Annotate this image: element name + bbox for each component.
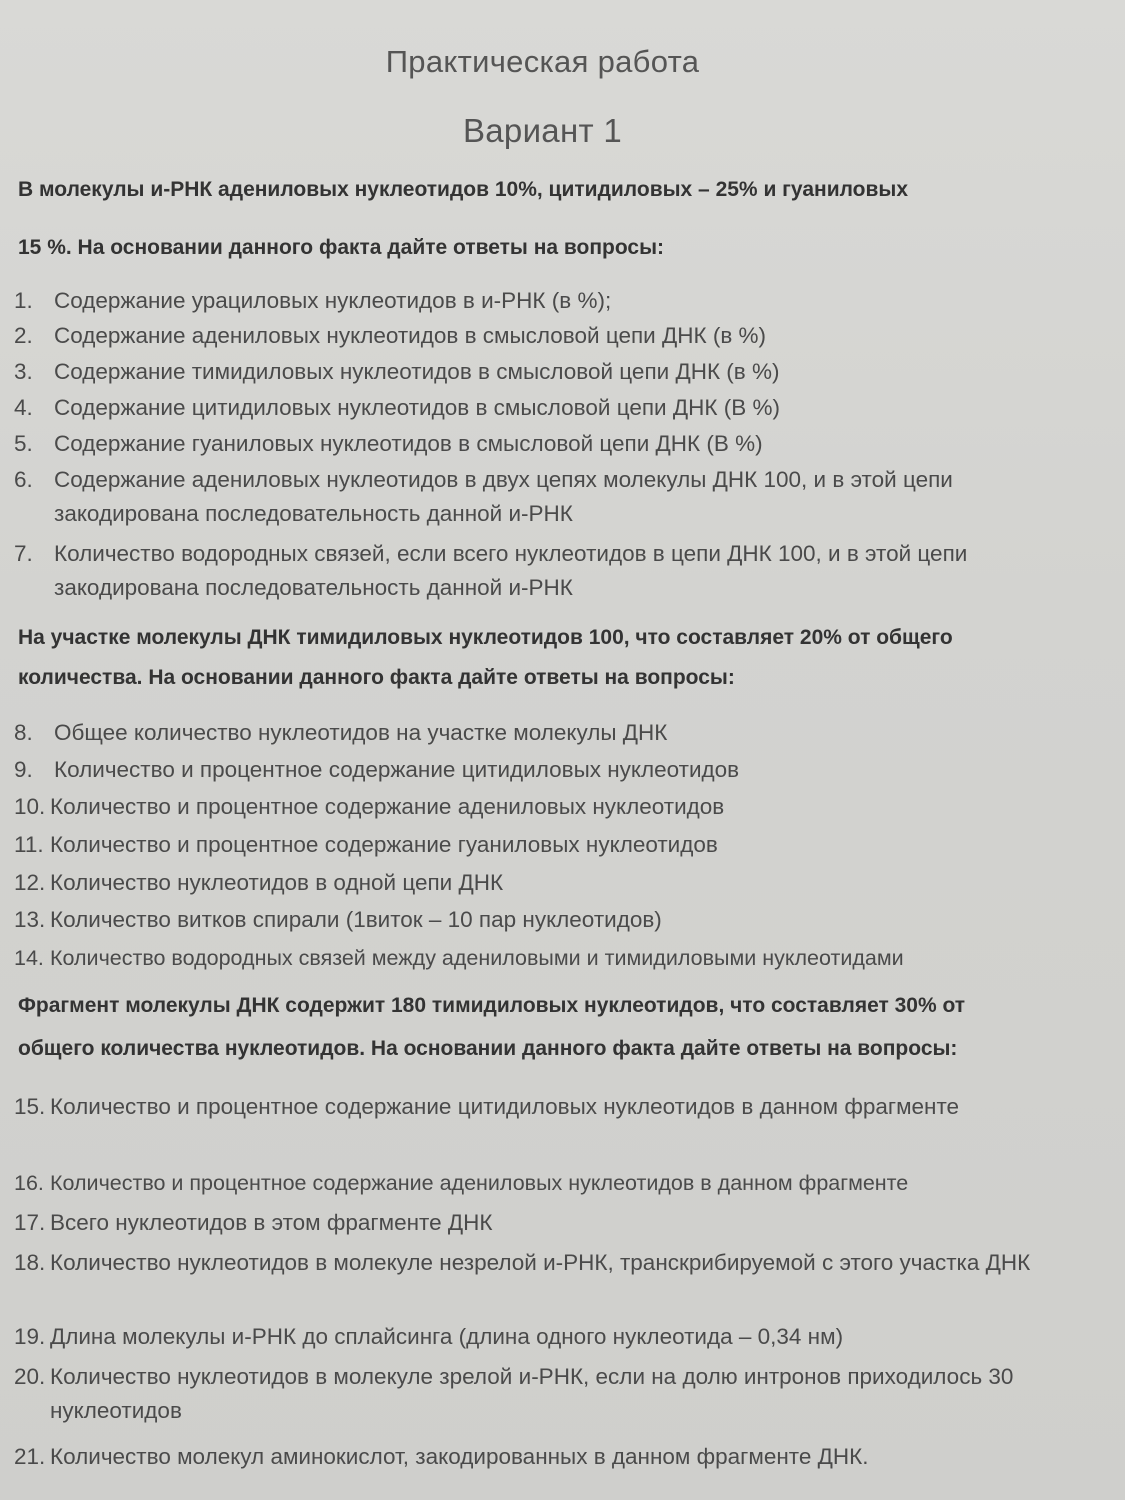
question-text: Длина молекулы и-РНК до сплайсинга (длина одного нуклеотида – 0,34 нм): [50, 1324, 844, 1349]
question-number: 15.: [14, 1094, 46, 1119]
question-item: [14, 866, 1114, 900]
question-item: [14, 1246, 1064, 1280]
question-text: Количество нуклеотидов в молекуле зрелой и-РНК, если на долю интронов приходилось 30 нуклеотидов: [50, 1364, 1014, 1423]
question-item: [14, 427, 1114, 461]
question-number: 4.: [14, 395, 33, 420]
question-item: [14, 537, 1054, 605]
section3-intro-line2: общего количества нуклеотидов. На основании данного факта дайте ответы на вопросы:: [18, 1037, 958, 1060]
question-item: [14, 391, 1114, 425]
question-number: 7.: [14, 541, 33, 566]
question-number: 21.: [14, 1444, 46, 1469]
question-text: Количество и процентное содержание адениловых нуклеотидов: [50, 794, 725, 819]
question-item: [14, 1206, 1114, 1240]
question-text: Количество и процентное содержание цитидиловых нуклеотидов в данном фрагменте: [50, 1094, 960, 1119]
question-text: Количество водородных связей, если всего нуклеотидов в цепи ДНК 100, и в этой цепи закодирована последовательность данной и-РНК: [54, 541, 968, 600]
question-item: [14, 319, 1114, 353]
question-text: Количество молекул аминокислот, закодированных в данном фрагменте ДНК.: [50, 1444, 869, 1469]
question-number: 2.: [14, 323, 33, 348]
question-number: 18.: [14, 1250, 46, 1275]
question-item: [14, 1360, 1014, 1428]
question-text: Содержание адениловых нуклеотидов в двух цепях молекулы ДНК 100, и в этой цепи закодирована последовательность данной и-РНК: [54, 467, 953, 526]
question-number: 3.: [14, 359, 33, 384]
question-number: 11.: [14, 832, 44, 857]
question-text: Количество нуклеотидов в одной цепи ДНК: [50, 870, 504, 895]
question-text: Содержание урациловых нуклеотидов в и-РНК (в %);: [54, 288, 612, 313]
section1-intro-line1: В молекулы и-РНК адениловых нуклеотидов 10%, цитидиловых – 25% и гуаниловых: [18, 178, 909, 201]
question-number: 20.: [14, 1364, 46, 1389]
question-text: Количество витков спирали (1виток – 10 пар нуклеотидов): [50, 907, 662, 932]
question-item: [14, 828, 1114, 862]
question-number: 19.: [14, 1324, 46, 1349]
question-item: [14, 284, 1114, 318]
question-number: 9.: [14, 757, 33, 782]
section1-intro-line2: 15 %. На основании данного факта дайте ответы на вопросы:: [18, 236, 665, 259]
question-number: 5.: [14, 431, 33, 456]
question-text: Количество и процентное содержание гуаниловых нуклеотидов: [50, 832, 718, 857]
question-item: [14, 941, 1114, 975]
question-number: 13.: [14, 907, 46, 932]
question-item: [14, 790, 1114, 824]
question-text: Содержание адениловых нуклеотидов в смысловой цепи ДНК (в %): [54, 323, 767, 348]
question-text: Содержание цитидиловых нуклеотидов в смысловой цепи ДНК (В %): [54, 395, 780, 420]
question-text: Содержание гуаниловых нуклеотидов в смысловой цепи ДНК (В %): [54, 431, 763, 456]
question-item: [14, 716, 1114, 750]
question-number: 1.: [14, 288, 33, 313]
question-number: 8.: [14, 720, 33, 745]
question-text: Всего нуклеотидов в этом фрагменте ДНК: [50, 1210, 493, 1235]
question-text: Количество нуклеотидов в молекуле незрелой и-РНК, транскрибируемой с этого участка ДНК: [50, 1250, 1031, 1275]
question-item: [14, 355, 1114, 389]
question-item: [14, 463, 1074, 531]
question-text: Содержание тимидиловых нуклеотидов в смысловой цепи ДНК (в %): [54, 359, 780, 384]
question-number: 6.: [14, 467, 33, 492]
section3-intro-line1: Фрагмент молекулы ДНК содержит 180 тимидиловых нуклеотидов, что составляет 30% от: [18, 994, 966, 1017]
question-item: [14, 903, 1114, 937]
document-title: Практическая работа: [385, 44, 700, 79]
section2-intro-line1: На участке молекулы ДНК тимидиловых нуклеотидов 100, что составляет 20% от общего: [18, 626, 953, 649]
question-item: [14, 1166, 1114, 1200]
question-number: 17.: [14, 1210, 46, 1235]
question-number: 14.: [14, 946, 44, 970]
question-text: Количество и процентное содержание цитидиловых нуклеотидов: [54, 757, 740, 782]
section2-intro-line2: количества. На основании данного факта дайте ответы на вопросы:: [18, 666, 735, 689]
question-text: Общее количество нуклеотидов на участке молекулы ДНК: [54, 720, 668, 745]
question-text: Количество водородных связей между адениловыми и тимидиловыми нуклеотидами: [50, 946, 904, 970]
question-number: 16.: [14, 1171, 44, 1195]
question-number: 12.: [14, 870, 46, 895]
question-number: 10.: [14, 794, 46, 819]
question-text: Количество и процентное содержание адениловых нуклеотидов в данном фрагменте: [50, 1171, 909, 1195]
variant-title: Вариант 1: [462, 112, 623, 149]
question-item: [14, 1440, 1114, 1474]
question-item: [14, 753, 1114, 787]
question-item: [14, 1090, 1014, 1124]
question-item: [14, 1320, 1114, 1354]
